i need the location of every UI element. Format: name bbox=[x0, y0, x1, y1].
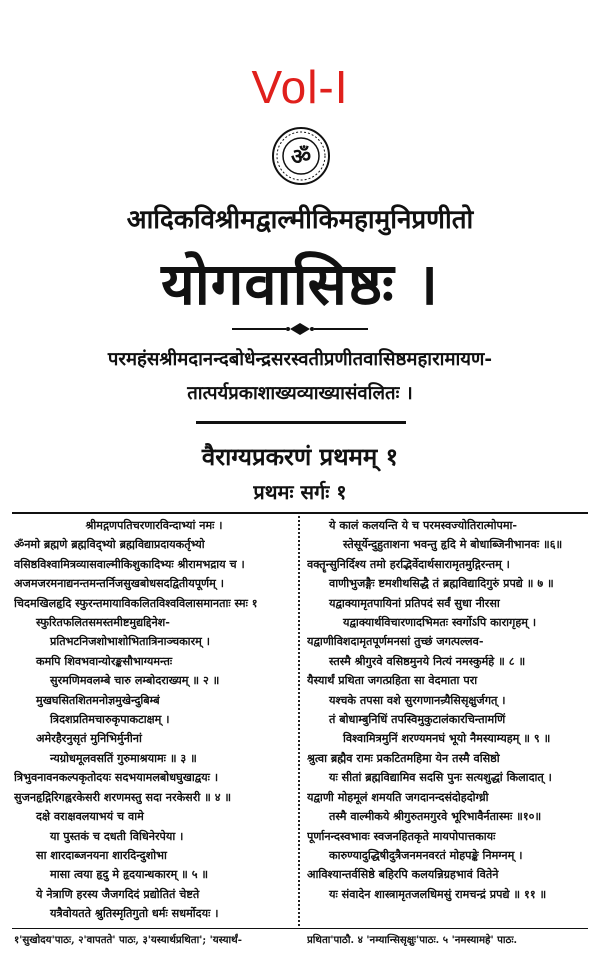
text-line: न्यग्रोधमूलवसतिं गुरुमाश्रयामः ॥ ३ ॥ bbox=[50, 750, 197, 765]
text-line: त्रिदशप्रतिमचारुकृपाकटाक्षम् । bbox=[50, 712, 170, 727]
text-line: यत्रैवोयतते श्रुतिस्मृतिगुतो धर्मः सधर्मोदयः । bbox=[50, 906, 219, 921]
column-divider bbox=[298, 516, 301, 926]
text-line: यः संवादेन शास्त्रामृतजलधिमसुं रामचन्द्रं प्रपद्ये ॥ ११ ॥ bbox=[329, 886, 547, 901]
text-line: श्रुत्वा ब्रह्मैव रामः प्रकटितमहिमा येन तस्मै वसिष्ठो bbox=[307, 750, 500, 765]
footnote-left: १'सुखोदय'पाठः, २'वापतते' पाठः, ३'यस्यार्थप्रथिता'; 'यस्यार्थं- bbox=[14, 934, 242, 946]
text-line: यद्वाक्यार्थविचारणादभिमतः स्वर्गोऽपि कारागृहम् । bbox=[343, 615, 537, 630]
commentary-line-1: परमहंसश्रीमदानन्दबोधेन्द्रसरस्वतीप्रणीतवासिष्ठमहारामायण- bbox=[107, 349, 493, 370]
text-line: मासा त्वया हृदु मे हृदयान्धकारम् ॥ ५ ॥ bbox=[50, 867, 209, 882]
page-title: योगवासिष्ठः । bbox=[161, 250, 439, 318]
text-line: मुखघसितशितमनोज्ञमुखेन्दुबिम्बं bbox=[36, 692, 160, 707]
ornamental-divider bbox=[230, 322, 370, 336]
text-line: तस्मै वाल्मीकये श्रीगुरुतमगुरवे भूरिभावैर्नतास्मः ॥१०॥ bbox=[329, 809, 542, 824]
text-line: तं बोधाम्बुनिधिं तपस्विमुकुटालंकारचिन्तामणिं bbox=[329, 712, 506, 727]
column-top-rule bbox=[12, 512, 588, 514]
text-line: वाणीभुजङ्गैः ष्टमशीथसिद्धै तं ब्रह्मविद्यादिगुरुं प्रपद्ये ॥ ७ ॥ bbox=[329, 576, 554, 591]
text-line: कमपि शिवभवान्योरङ्कसौभाग्यमन्तः bbox=[36, 653, 173, 668]
section-heading: वैराग्यप्रकरणं प्रथमम् १ bbox=[201, 442, 399, 471]
text-line: श्रीमद्गणपतिचरणारविन्दाभ्यां नमः । bbox=[85, 518, 223, 532]
text-line: यद्वाणी मोहमूलं शमयति जगदानन्दसंदोहदोग्ध्री bbox=[307, 789, 489, 804]
text-line: आविश्यान्तर्वसिष्ठे बहिरपि कलयन्निग्रहभावं वितेने bbox=[307, 867, 499, 882]
text-line: यैस्यार्थं प्रथिता जगत्प्रहिता सा वेदमाता परा bbox=[307, 673, 478, 688]
text-line: सुजनहृद्गिरिगह्वरकेसरी शरणमस्तु सदा नरकेसरी ॥ ४ ॥ bbox=[14, 789, 232, 804]
text-line: यः सीतां ब्रह्मविद्यामिव सदसि पुनः सत्यशुद्धां किलादात् । bbox=[329, 770, 552, 785]
text-line: वक्तॄन्सुनिर्दिश्य तमो हरद्भिर्वेदार्थसारामृतमुद्गिरन्तम् । bbox=[307, 556, 510, 571]
author-line: आदिकविश्रीमद्वाल्मीकिमहामुनिप्रणीतो bbox=[126, 205, 474, 235]
text-line: अमेरहैरनुसृतं मुनिभिर्मुनीनां bbox=[36, 731, 142, 746]
text-line: स्फुरितफलितसमस्तमीष्टमुद्यद्दिनेश- bbox=[36, 615, 170, 630]
text-line: सा शारदाब्जनयना शारदिन्दुशोभा bbox=[36, 847, 167, 862]
text-line: पूर्णानन्दस्वभावः स्वजनहितकृते मायपोपात्तकायः bbox=[307, 828, 496, 843]
text-line: दक्षे वराक्षवलयाभयं च वामे bbox=[36, 809, 144, 824]
section-rule bbox=[196, 421, 406, 424]
text-line: यद्वाणीविशदामृतपूर्णमनसां तुच्छं जगत्पल्लव- bbox=[307, 634, 484, 649]
commentary-line-2: तात्पर्यप्रकाशाख्यव्याख्यासंवलितः । bbox=[187, 383, 413, 404]
right-column bbox=[307, 516, 592, 904]
chapter-heading: प्रथमः सर्गः १ bbox=[253, 480, 347, 504]
text-line: स्तेसूर्येन्दुहुताशना भवन्तु हृदि मे बोधाब्जिनीभानवः ॥६॥ bbox=[343, 537, 563, 552]
text-line: ये कालं कलयन्ति ये च परमस्वज्योतिरात्मोपमा- bbox=[329, 518, 518, 532]
text-line: प्रतिभटनिजशोभाशोभितात्रिनाञ्चकारम् । bbox=[50, 634, 210, 649]
text-line: विश्वामित्रमुनिं शरण्यमनघं भूयो नैमस्याम्यहम् ॥ ९ ॥ bbox=[343, 731, 551, 746]
text-line: सुरमणिमवलम्बे चारु लम्बोदराख्यम् ॥ २ ॥ bbox=[50, 673, 220, 688]
om-glyph: ॐ bbox=[290, 145, 312, 170]
text-line: त्रिभुवनावनकल्पकृतोदयः सदभयामलबोधघुखाद्वयः । bbox=[14, 770, 219, 785]
text-line: स्तस्मै श्रीगुरवे वसिष्ठमुनये नित्यं नमस्कुर्महे ॥ ८ ॥ bbox=[329, 653, 526, 668]
text-line: कारुण्यादुद्धिषीदुत्रैजनमनवरतं मोहपङ्के निमग्नम् । bbox=[329, 847, 523, 862]
text-line: अजमजरमनाद्यनन्तमन्तर्निजसुखबोधसदद्वितीयपूर्णम् । bbox=[14, 576, 224, 591]
left-column bbox=[14, 516, 294, 924]
volume-label: Vol-I bbox=[251, 61, 349, 113]
text-line: ये नेत्राणि हरस्य जैजगदिदं प्रद्योतितं चेष्टते bbox=[36, 886, 200, 901]
om-emblem bbox=[271, 126, 331, 186]
text-line: ॐनमो ब्रह्मणे ब्रह्मविद्भ्यो ब्रह्मविद्याप्रदायकर्तृभ्यो bbox=[14, 537, 205, 552]
text-line: या पुस्तकं च दधती विधिनेरपेया । bbox=[50, 828, 184, 843]
text-line: यश्चके तपसा वशे सुरगणानन्र्यैसिसृक्षुर्जगत् । bbox=[329, 692, 506, 707]
text-line: चिदमखिलहृदि स्फुरन्तमायाविकलितविश्वविलासमानताः स्मः १ bbox=[14, 595, 258, 610]
text-line: वसिष्ठविश्वामित्रव्यासवाल्मीकिशुकादिभ्यः श्रीरामभद्राय च । bbox=[14, 556, 245, 571]
footnote-right: प्रथिता'पाठौ. ४ 'नम्यान्सिसृक्षुः'पाठः. ५ 'नमस्यामहे' पाठः. bbox=[307, 934, 518, 946]
footnote-rule bbox=[12, 928, 588, 929]
text-line: यद्वाक्यामृतपायिनां प्रतिपदं सर्वं सुधा नीरसा bbox=[329, 595, 500, 610]
